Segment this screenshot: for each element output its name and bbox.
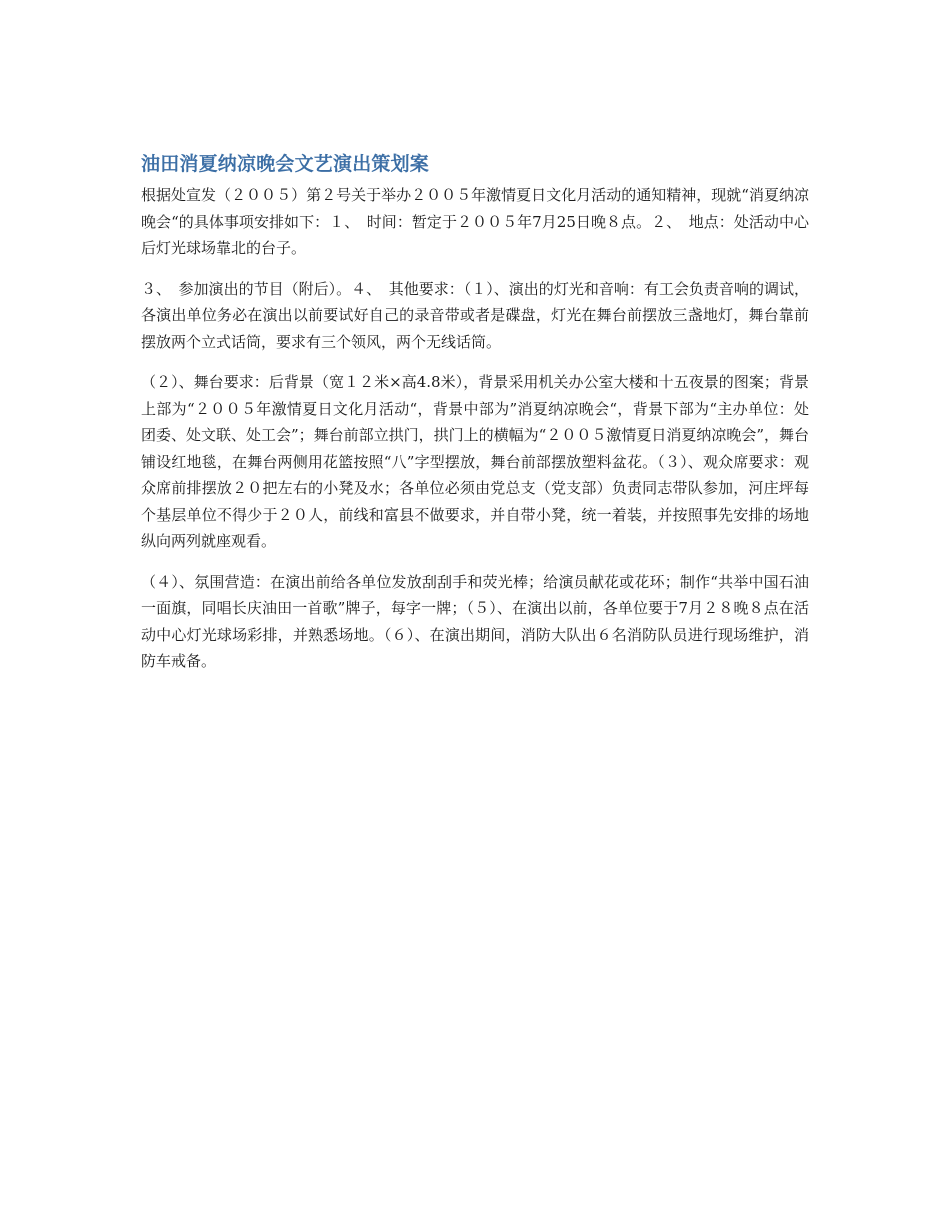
paragraph-3: （２）、舞台要求：后背景（宽１２米×高4.8米），背景采用机关办公室大楼和十五夜景的图案；背景上部为“２００５年激情夏日文化月活动“，背景中部为”消夏纳凉晚会“，背景下部为“主办单位：处团委、处文联、处工会”；舞台前部立拱门，拱门上的横幅为“２００５激情夏日消夏纳凉晚会”，舞台铺设红地毯，在舞台两侧用花篮按照“八”字型摆放，舞台前部摆放塑料盆花。（３）、观众席要求：观众席前排摆放２０把左右的小凳及水；各单位必须由党总支（党支部）负责同志带队参加，河庄坪每个基层单位不得少于２０人，前线和富县不做要求，并自带小凳，统一着装，并按照事先安排的场地纵向两列就座观看。 — [141, 373, 810, 550]
paragraph-4: （４）、氛围营造：在演出前给各单位发放刮刮手和荧光棒；给演员献花或花环；制作“共举中国石油一面旗，同唱长庆油田一首歌”牌子，每字一牌；（５）、在演出以前，各单位要于7月２８晚８点在活动中心灯光球场彩排，并熟悉场地。（６）、在演出期间，消防大队出６名消防队员进行现场维护，消防车戒备。 — [141, 572, 809, 670]
document-body — [141, 150, 809, 689]
paragraph-1: 根据处宣发（２００５）第２号关于举办２００５年激情夏日文化月活动的通知精神，现就“消夏纳凉晚会“的具体事项安排如下：１、 时间：暂定于２００５年7月25日晚８点。２、 地点：处活动中心后灯光球场靠北的台子。 — [141, 186, 809, 257]
paragraph-2: ３、 参加演出的节目（附后）。４、 其他要求：（１）、演出的灯光和音响：有工会负责音响的调试，各演出单位务必在演出以前要试好自己的录音带或者是碟盘，灯光在舞台前摆放三盏地灯，舞台靠前摆放两个立式话筒，要求有三个领风，两个无线话筒。 — [141, 279, 809, 351]
document-title: 油田消夏纳凉晚会文艺演出策划案 — [141, 153, 430, 175]
